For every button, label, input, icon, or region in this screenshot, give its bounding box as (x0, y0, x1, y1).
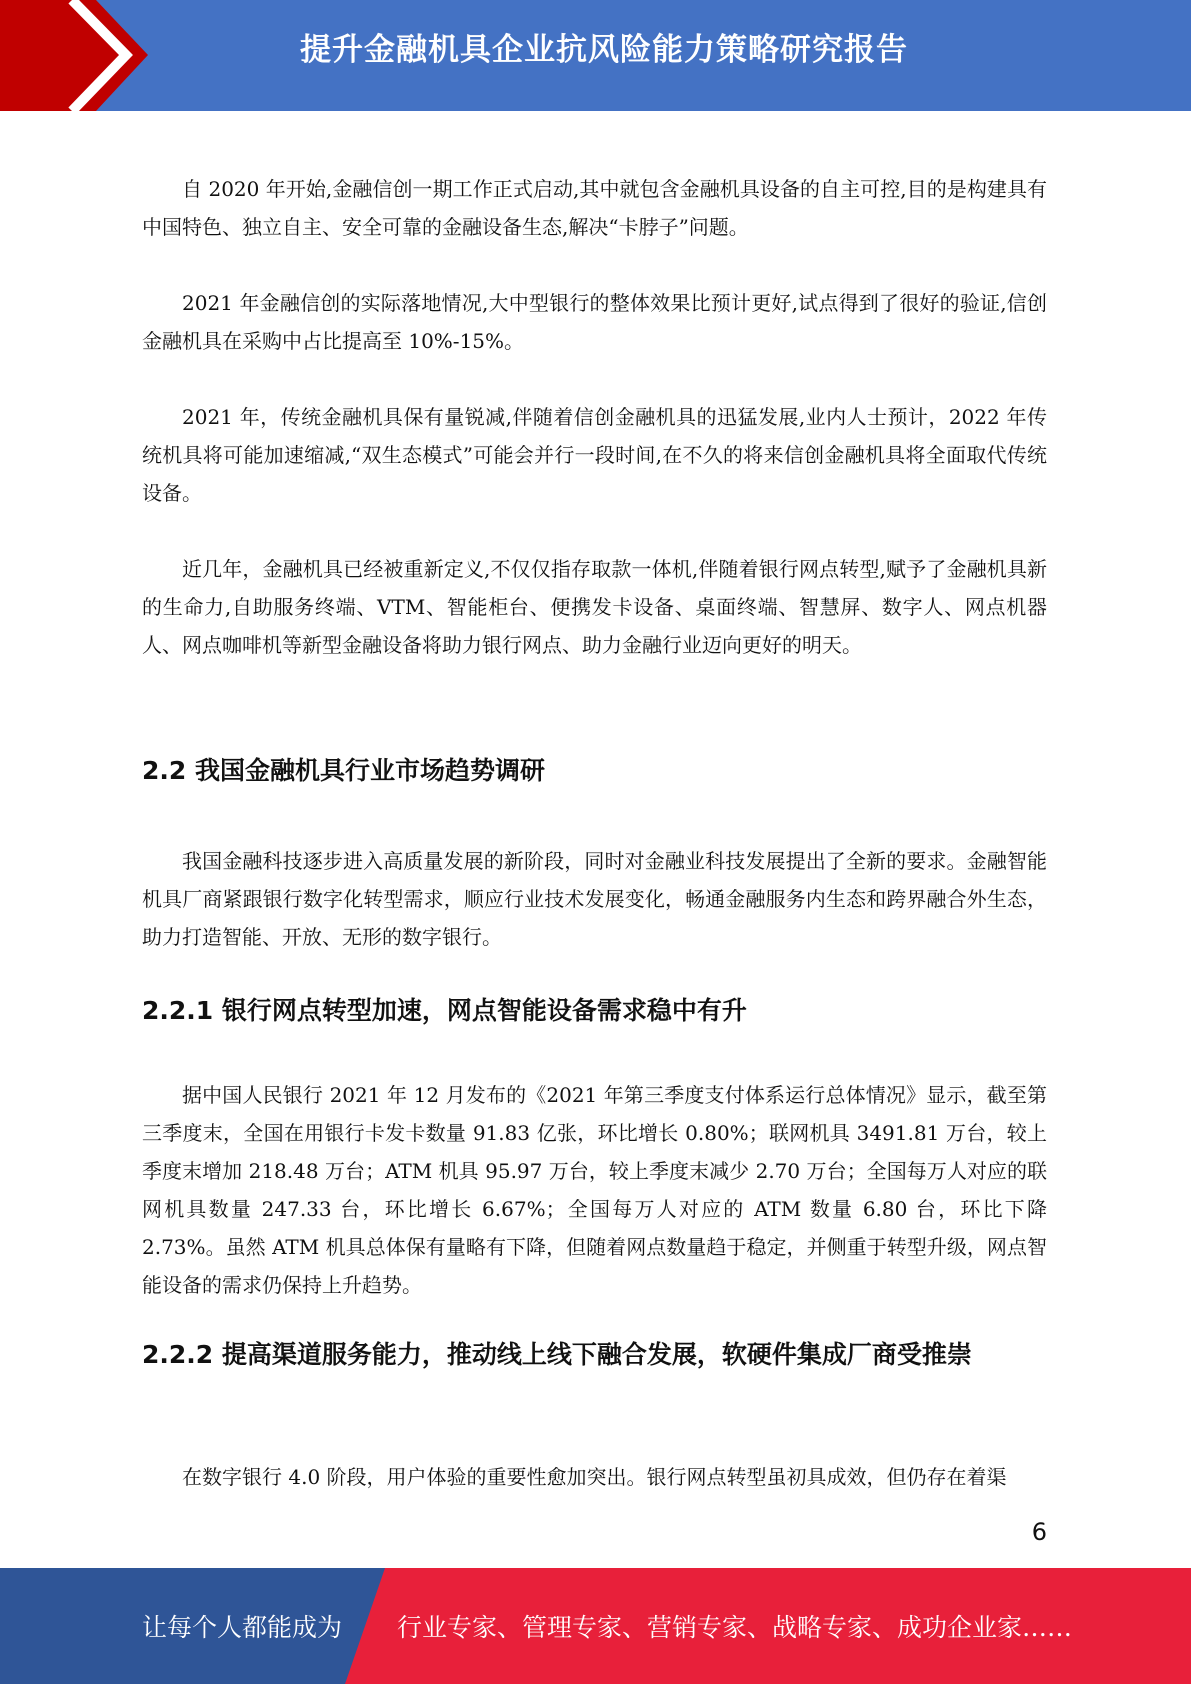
page-header (0, 0, 1191, 111)
section-heading-2-2-1: 2.2.1 银行网点转型加速，网点智能设备需求稳中有升 (142, 996, 747, 1025)
page-number: 6 (1031, 1518, 1047, 1546)
paragraph-7: 在数字银行 4.0 阶段，用户体验的重要性愈加突出。银行网点转型虽初具成效，但仍存在着渠 (182, 1465, 1007, 1489)
report-title: 提升金融机具企业抗风险能力策略研究报告 (300, 32, 908, 68)
header-arrow-graphic (0, 0, 170, 111)
footer-slogan-right: 行业专家、管理专家、营销专家、战略专家、成功企业家…… (397, 1613, 1073, 1642)
footer-slogan-left: 让每个人都能成为 (142, 1613, 343, 1642)
paragraph-1: 自 2020 年开始,金融信创一期工作正式启动,其中就包含金融机具设备的自主可控,目的是构建具有中国特色、独立自主、安全可靠的金融设备生态,解决“卡脖子”问题。 (142, 177, 1047, 239)
paragraph-5: 我国金融科技逐步进入高质量发展的新阶段，同时对金融业科技发展提出了全新的要求。金融智能机具厂商紧跟银行数字化转型需求，顺应行业技术发展变化，畅通金融服务内生态和跨界融合外生态，助力打造智能、开放、无形的数字银行。 (142, 849, 1047, 949)
section-heading-2-2-2: 2.2.2 提高渠道服务能力，推动线上线下融合发展，软硬件集成厂商受推崇 (142, 1340, 972, 1369)
paragraph-2: 2021 年金融信创的实际落地情况,大中型银行的整体效果比预计更好,试点得到了很好的验证,信创金融机具在采购中占比提高至 10%-15%。 (142, 291, 1047, 353)
paragraph-3: 2021 年，传统金融机具保有量锐减,伴随着信创金融机具的迅猛发展,业内人士预计，2022 年传统机具将可能加速缩减,“双生态模式”可能会并行一段时间,在不久的将来信创金融机具将全面取代传统设备。 (142, 405, 1047, 505)
page-footer (0, 1568, 1191, 1684)
paragraph-6: 据中国人民银行 2021 年 12 月发布的《2021 年第三季度支付体系运行总体情况》显示，截至第三季度末，全国在用银行卡发卡数量 91.83 亿张，环比增长 0.80%；联网机具 3491.81 万台，较上季度末增加 218.48 万台；ATM 机具 95.97 万台，较上季度末减少 2.70 万台；全国每万人对应的联网机具数量 247.33 台，环比增长 6.67%；全国每万人对应的 ATM 数量 6.80 台，环比下降 2.73%。虽然 ATM 机具总体保有量略有下降，但随着网点数量趋于稳定，并侧重于转型升级，网点智能设备的需求仍保持上升趋势。 (142, 1083, 1047, 1297)
section-heading-2-2: 2.2 我国金融机具行业市场趋势调研 (142, 756, 545, 785)
paragraph-4: 近几年，金融机具已经被重新定义,不仅仅指存取款一体机,伴随着银行网点转型,赋予了金融机具新的生命力,自助服务终端、VTM、智能柜台、便携发卡设备、桌面终端、智慧屏、数字人、网点机器人、网点咖啡机等新型金融设备将助力银行网点、助力金融行业迈向更好的明天。 (142, 557, 1047, 657)
